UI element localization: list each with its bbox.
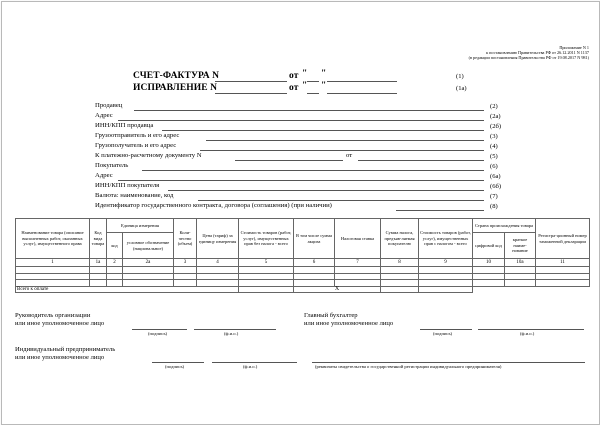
goods-table [15,218,590,293]
entrepreneur-requisites-hint: (реквизиты свидетельства о государственной регистрации индивидуального предпринимателя) [315,364,502,369]
invoice-sheet [1,1,600,425]
entrepreneur-requisites-line[interactable] [312,362,585,363]
total-label: Всего к оплате [16,286,239,293]
col-number: 6 [294,259,335,267]
appendix-note [469,45,589,60]
seller-label: Продавец [95,102,123,109]
entrepreneur-fio-hint: (ф.и.о.) [243,364,258,369]
buyer-inn-num: (6б) [490,183,502,190]
col-header-unit-code: код [107,233,123,259]
consignee-line[interactable] [200,150,484,151]
col-number: 1 [16,259,90,267]
entrepreneur-signature-hint: (подпись) [165,364,185,369]
col-header-price: Цена (тариф) за единицу измерения [197,219,239,259]
buyer-address-num: (6а) [490,173,501,180]
currency-num: (7) [490,193,498,200]
col-header-type-code: Код вида товара [90,219,107,259]
shipper-label: Грузоотправитель и его адрес [95,132,180,139]
currency-line[interactable] [198,200,484,201]
col-number: 8 [381,259,419,267]
seller-num: (2) [490,103,498,110]
invoice-month-year-line[interactable] [327,81,397,82]
head-fio-hint: (ф.и.о.) [224,331,239,336]
accountant-signature-line[interactable] [420,329,472,330]
accountant-title-line-1: Главный бухгалтер [304,312,358,319]
invoice-quote-open: " [302,69,308,79]
head-signature-line[interactable] [132,329,187,330]
accountant-title [304,312,393,328]
seller-address-num: (2а) [490,113,501,120]
invoice-quote-close: " [321,69,327,79]
shipper-num: (3) [490,133,498,140]
shipper-line[interactable] [206,140,484,141]
col-number: 2 [107,259,123,267]
col-number: 7 [335,259,381,267]
head-title [15,312,104,328]
seller-inn-line[interactable] [162,130,484,131]
payment-doc-from-label: от [346,152,353,159]
contract-id-num: (8) [490,203,498,210]
total-row [16,286,590,293]
col-header-tax-amount: Сумма налога, предъяв-ляемая покупателю [381,219,419,259]
payment-doc-number-line[interactable] [235,160,343,161]
entrepreneur-signature-line[interactable] [152,362,204,363]
buyer-inn-label: ИНН/КПП покупателя [95,182,160,189]
consignee-num: (4) [490,143,498,150]
appendix-line-3: (в редакции постановления Правительства РФ от 19.08.2017 N 981) [468,55,589,60]
seller-inn-num: (2б) [490,123,502,130]
correction-quote-open: " [302,81,308,91]
buyer-num: (6) [490,163,498,170]
correction-line-number: (1а) [456,85,467,92]
buyer-inn-line[interactable] [168,190,484,191]
col-header-cost-with-tax: Стоимость товаров (работ, услуг), имущественных прав с налогом - всего [419,219,473,259]
invoice-day-line[interactable] [307,81,319,82]
contract-id-line[interactable] [396,210,484,211]
col-number: 11 [536,259,590,267]
seller-address-line[interactable] [118,120,484,121]
payment-doc-label: К платежно-расчетному документу N [95,152,202,159]
head-signature-hint: (подпись) [148,331,168,336]
col-header-tax-rate: Налоговая ставка [335,219,381,259]
col-header-country-code: цифровой код [473,233,505,259]
invoice-from-label: от [289,71,299,81]
correction-day-line[interactable] [307,93,319,94]
col-header-name: Наименование товара (описание выполненных работ, оказанных услуг), имущественного права [16,219,90,259]
col-number: 9 [419,259,473,267]
payment-doc-date-line[interactable] [358,160,484,161]
col-header-excise: В том числе сумма акциза [294,219,335,259]
entrepreneur-title [15,346,115,362]
col-number: 10а [505,259,536,267]
correction-month-year-line[interactable] [327,93,397,94]
entrepreneur-fio-line[interactable] [212,362,297,363]
appendix-line-1: Приложение N 1 [559,45,589,50]
total-x: Х [294,286,381,293]
entrepreneur-title-line-2: или иное уполномоченное лицо [15,354,105,361]
correction-quote-close: " [321,81,327,91]
col-header-cost-no-tax: Стоимость товаров (работ, услуг), имущественных прав без налога - всего [239,219,294,259]
accountant-signature-hint: (подпись) [433,331,453,336]
col-number: 5 [239,259,294,267]
correction-from-label: от [289,83,299,93]
col-number: 10 [473,259,505,267]
head-title-line-1: Руководитель организации [15,312,91,319]
correction-title: ИСПРАВЛЕНИЕ N [133,83,218,93]
col-number: 3 [174,259,197,267]
seller-line[interactable] [134,110,484,111]
col-header-country-short: краткое наиме-нование [505,233,536,259]
correction-number-line[interactable] [215,93,287,94]
buyer-address-label: Адрес [95,172,113,179]
consignee-label: Грузополучатель и его адрес [95,142,177,149]
buyer-label: Покупатель [95,162,129,169]
col-header-quantity: Коли-чество (объем) [174,219,197,259]
col-number: 2а [123,259,174,267]
currency-label: Валюта: наименование, код [95,192,174,199]
seller-address-label: Адрес [95,112,113,119]
invoice-title: СЧЕТ-ФАКТУРА N [133,71,220,81]
head-fio-line[interactable] [194,329,276,330]
head-title-line-2: или иное уполномоченное лицо [15,320,105,327]
col-header-unit: Единица измерения [107,219,174,233]
buyer-line[interactable] [142,170,484,171]
seller-inn-label: ИНН/КПП продавца [95,122,154,129]
buyer-address-line[interactable] [118,180,484,181]
col-header-customs-number: Регистра-ционный номер таможенной декларации [536,219,590,259]
accountant-title-line-2: или иное уполномоченное лицо [304,320,394,327]
invoice-line-number: (1) [456,73,464,80]
entrepreneur-title-line-1: Индивидуальный предприниматель [15,346,116,353]
contract-id-label: Идентификатор государственного контракта, договора (соглашения) (при наличии) [95,202,332,209]
accountant-fio-hint: (ф.и.о.) [520,331,535,336]
col-number: 1а [90,259,107,267]
col-number: 4 [197,259,239,267]
col-header-unit-name: условное обозначение (национальное) [123,233,174,259]
appendix-line-2: к постановлению Правительства РФ от 26.12.2011 N 1137 [486,50,589,55]
payment-doc-num: (5) [490,153,498,160]
accountant-fio-line[interactable] [478,329,584,330]
col-header-country: Страна происхождения товара [473,219,536,233]
invoice-number-line[interactable] [215,81,287,82]
